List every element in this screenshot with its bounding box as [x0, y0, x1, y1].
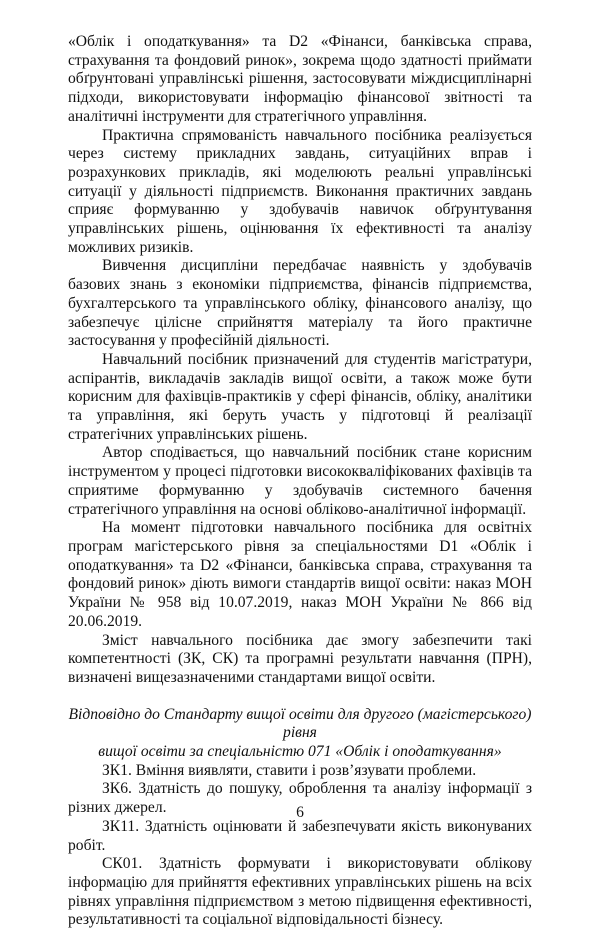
paragraph-continuation: «Облік і оподаткування» та D2 «Фінанси, банківська справа, страхування та фондовий ринок», зокрема щодо здатності приймати обґрунтовані управлінські рішення, застосовувати міждисциплінарні підходи, використовувати інформацію фінансової звітності та аналітичні інструменти для стратегічного управління. [68, 33, 532, 125]
competency-sk01: СК01. Здатність формувати і використовувати облікову інформацію для прийняття ефективних управлінських рішень на всіх рівнях управління підприємством з метою підвищення ефективності, результативності та соціальної відповідальності бізнесу. [68, 855, 532, 929]
standard-heading-line-1: Відповідно до Стандарту вищої освіти для другого (магістерського) рівня [68, 705, 532, 742]
competency-zk6: ЗК6. Здатність до пошуку, оброблення та аналізу інформації з різних джерел. [68, 780, 532, 817]
paragraph-standards: На момент підготовки навчального посібника для освітніх програм магістерського рівня за спеціальностями D1 «Облік і оподаткування» та D2 «Фінанси, банківська справа, страхування та фондовий ринок» діють вимоги стандартів вищої освіти: наказ МОН України № 958 від 10.07.2019, наказ МОН України № 866 від 20.06.2019. [68, 519, 532, 630]
competency-zk11: ЗК11. Здатність оцінювати й забезпечувати якість виконуваних робіт. [68, 817, 532, 854]
paragraph-practical-orientation: Практична спрямованість навчального посібника реалізується через систему прикладних завдань, ситуаційних вправ і розрахункових прикладів, які моделюють реальні управлінські ситуації у діяльності підприємств. Виконання практичних завдань сприяє формуванню у здобувачів навичок обґрунтування управлінських рішень, оцінювання їх ефективності та аналізу можливих ризиків. [68, 126, 532, 256]
paragraph-prerequisites: Вивчення дисципліни передбачає наявність у здобувачів базових знань з економіки підприємства, фінансів підприємства, бухгалтерського та управлінського обліку, фінансового аналізу, що забезпечує цілісне сприйняття матеріалу та його практичне застосування у професійній діяльності. [68, 257, 532, 350]
competency-zk1: ЗК1. Вміння виявляти, ставити і розв’язувати проблеми. [102, 761, 477, 779]
standard-heading-line-2: вищої освіти за спеціальністю 071 «Облік і оподаткування» [98, 743, 502, 761]
paragraph-competencies-intro: Зміст навчального посібника дає змогу забезпечити такі компетентності (ЗК, СК) та програмні результати навчання (ПРН), визначені вищезазначеними стандартами вищої освіти. [68, 631, 532, 686]
paragraph-author-hope: Автор сподівається, що навчальний посібник стане корисним інструментом у процесі підготовки висококваліфікованих фахівців та сприятиме формуванню у здобувачів системного бачення стратегічного управління на основі обліково-аналітичної інформації. [68, 444, 532, 518]
page-number: 6 [296, 804, 304, 821]
paragraph-audience: Навчальний посібник призначений для студентів магістратури, аспірантів, викладачів закладів вищої освіти, а також може бути корисним для фахівців-практиків у сфері фінансів, обліку, аналітики та управління, які беруть участь у підготовці й реалізації стратегічних управлінських рішень. [68, 350, 532, 443]
section-gap [68, 688, 532, 706]
